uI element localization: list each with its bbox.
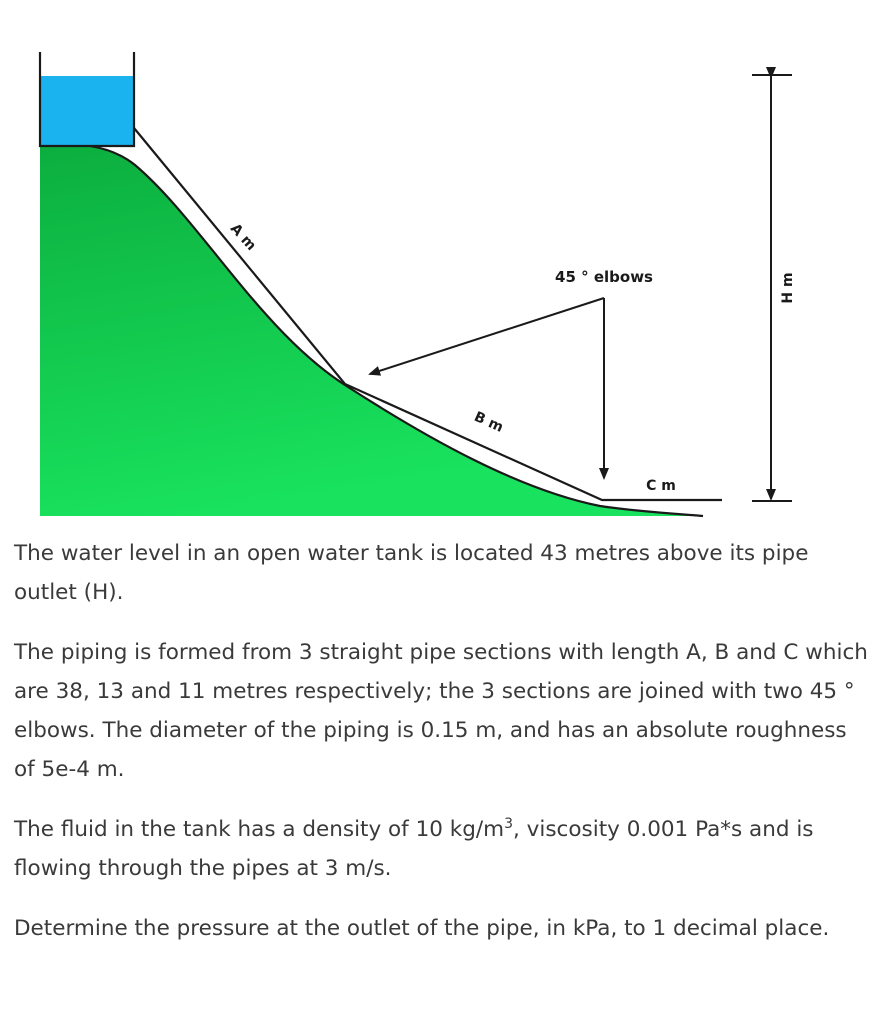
label-elbows: 45 ° elbows: [555, 268, 653, 286]
problem-paragraph-2: The piping is formed from 3 straight pipe sections with length A, B and C which are 38, 13 and 11 metres respectively; the 3 sections are joined with two 45 ° elbows. The diameter of the piping is 0.15 m, and has an absolute roughness of 5e-4 m.: [14, 640, 868, 782]
label-b: B m: [471, 408, 506, 436]
elbow-arrow-left: [370, 298, 604, 374]
label-a: A m: [226, 220, 260, 254]
water-tank-water: [40, 76, 134, 146]
problem-paragraph-1: The water level in an open water tank is located 43 metres above its pipe outlet (H).: [14, 541, 809, 605]
p3-superscript: 3: [504, 815, 513, 832]
p3-text-before: The fluid in the tank has a density of 10 kg/m: [14, 817, 505, 842]
problem-statement: [14, 534, 874, 969]
problem-paragraph-3: [14, 810, 874, 888]
p3-text-after: , viscosity 0.001 Pa*s and is flowing through the pipes at 3 m/s.: [14, 817, 814, 881]
label-h: H m: [780, 272, 796, 304]
label-c: C m: [646, 478, 676, 494]
problem-paragraph-4: Determine the pressure at the outlet of the pipe, in kPa, to 1 decimal place.: [14, 916, 830, 941]
